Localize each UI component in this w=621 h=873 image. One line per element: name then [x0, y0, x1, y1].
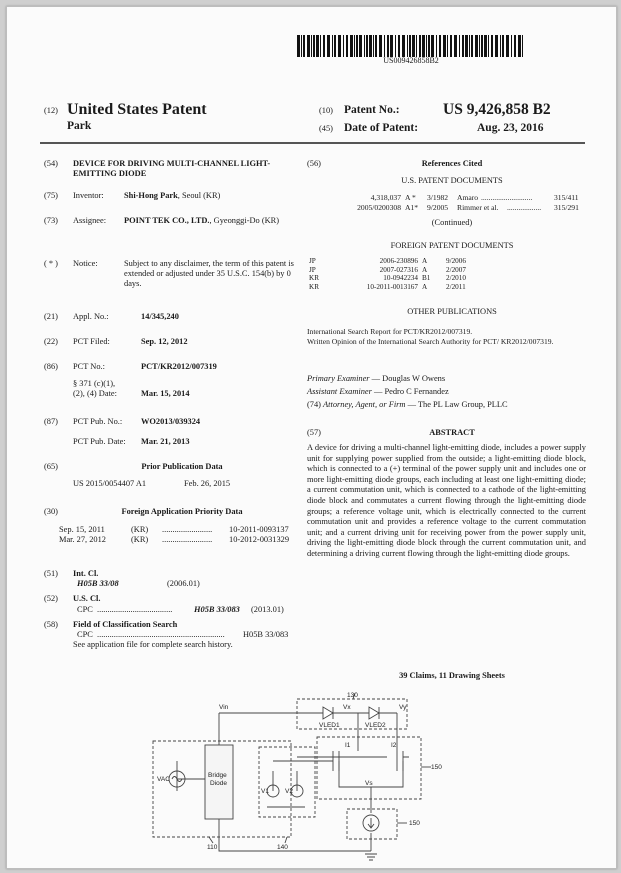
ref-star: * — [414, 203, 419, 212]
field-search-note: See application file for complete search history. — [73, 640, 233, 649]
ref-kind — [405, 203, 418, 212]
barcode-bar — [500, 35, 501, 57]
barcode-bar — [428, 35, 430, 57]
barcode-bar — [350, 35, 353, 57]
barcode-bar — [320, 35, 321, 57]
ref-150-label: 150 — [431, 764, 442, 771]
primary-examiner-name: — Douglas W Owens — [369, 374, 446, 383]
foreign-country: KR — [309, 282, 319, 291]
barcode-bar — [373, 35, 374, 57]
field-search-value: H05B 33/083 — [243, 630, 289, 639]
references-heading: References Cited — [421, 159, 483, 168]
barcode-number: US009426858B2 — [383, 56, 439, 65]
field-code-51: (51) — [44, 569, 58, 578]
barcode-bar — [506, 35, 509, 57]
us-patent-docs-heading: U.S. PATENT DOCUMENTS — [401, 176, 503, 185]
attorney-name: — The PL Law Group, PLLC — [405, 400, 508, 409]
foreign-country: JP — [309, 265, 316, 274]
us-cl-cpc: CPC — [77, 605, 93, 614]
assignee-value — [124, 216, 296, 226]
assistant-examiner — [307, 387, 449, 397]
barcode-bar — [412, 35, 415, 57]
barcode-bar — [459, 35, 460, 57]
field-code-22: (22) — [44, 337, 58, 346]
barcode-bar — [323, 35, 325, 57]
assignee-name: POINT TEK CO., LTD. — [124, 216, 210, 225]
ground-icon — [365, 854, 377, 860]
barcode-bar — [402, 35, 405, 57]
appl-no-value: 14/345,240 — [141, 312, 179, 321]
dot-leader: ........................... — [481, 193, 533, 202]
appl-no-label: Appl. No.: — [73, 312, 109, 321]
barcode-bar — [384, 35, 385, 57]
vin-label: Vin — [219, 704, 229, 711]
foreign-kind: B1 — [422, 274, 431, 283]
foreign-date: 2/2007 — [446, 265, 466, 274]
barcode-bar — [522, 35, 523, 57]
patent-no-label: Patent No.: — [344, 104, 400, 116]
barcode-bar — [390, 35, 393, 57]
barcode-bar — [387, 35, 389, 57]
barcode-bar — [447, 35, 448, 57]
dot-leader: ............................................................. — [97, 630, 225, 639]
led2-icon — [369, 707, 379, 719]
foreign-date: 2/2010 — [446, 274, 466, 283]
vx-label: Vx — [343, 704, 351, 711]
ref-date: 9/2005 — [427, 203, 449, 212]
barcode-bar — [462, 35, 464, 57]
inventor-surname: Park — [67, 120, 92, 132]
pct-no-value: PCT/KR2012/007319 — [141, 362, 217, 371]
barcode-bar — [379, 35, 382, 57]
claims-summary: 39 Claims, 11 Drawing Sheets — [399, 671, 505, 680]
ref-kind — [405, 193, 416, 202]
foreign-kind: A — [422, 257, 428, 265]
barcode-bar — [436, 35, 437, 57]
barcode-bar — [369, 35, 372, 57]
barcode-bar — [398, 35, 400, 57]
prior-pub-number: US 2015/0054407 A1 — [73, 479, 147, 488]
ref-150b-label: 150 — [409, 820, 420, 827]
current-driving-box — [347, 809, 397, 839]
pct-pub-no-label: PCT Pub. No.: — [73, 417, 123, 426]
foreign-number: 2007-027316 — [379, 265, 418, 274]
barcode-bar — [475, 35, 478, 57]
kind-code: (12) — [44, 106, 58, 115]
circuit-figure — [147, 691, 467, 863]
pct-filed-label: PCT Filed: — [73, 337, 110, 346]
barcode-bar — [479, 35, 480, 57]
assignee-place: , Gyeonggi-Do (KR) — [209, 216, 280, 225]
ref-kind-code: A1 — [405, 203, 415, 212]
us-cl-value: H05B 33/083 — [194, 605, 240, 614]
barcode-bar — [327, 35, 330, 57]
notice-text: Subject to any disclaimer, the term of this patent is extended or adjusted under 35 U.S.C. 154(b) by 0 days. — [124, 259, 294, 289]
barcode-bar — [366, 35, 368, 57]
barcode-bar — [297, 35, 300, 57]
field-code-57: (57) — [307, 428, 321, 437]
priority-country: (KR) — [131, 535, 149, 544]
field-code-73: (73) — [44, 216, 58, 225]
patent-number: US 9,426,858 B2 — [443, 101, 551, 118]
v2-label: V2 — [285, 788, 293, 795]
barcode-bar — [469, 35, 470, 57]
notice-label: Notice: — [73, 259, 98, 268]
dot-leader: .................. — [507, 203, 542, 212]
foreign-country: KR — [309, 274, 319, 283]
foreign-number: 10-2011-0013167 — [366, 282, 418, 291]
vac-label: VAC — [157, 776, 170, 783]
notice-code: ( * ) — [44, 259, 58, 268]
ref-130-label: 130 — [347, 692, 358, 699]
continued-note: (Continued) — [431, 218, 473, 227]
inventor-value — [124, 191, 220, 201]
pct-no-label: PCT No.: — [73, 362, 105, 371]
foreign-number: 10-0942234 — [383, 274, 418, 283]
barcode-bar — [465, 35, 468, 57]
leader-110 — [209, 837, 213, 843]
priority-country: (KR) — [131, 525, 149, 534]
return-wire — [219, 819, 371, 851]
led1-icon — [323, 707, 333, 719]
ref-number: 4,318,037 — [370, 193, 401, 202]
ref-110-label: 110 — [207, 844, 218, 851]
field-code-58: (58) — [44, 620, 58, 629]
barcode-bar — [495, 35, 498, 57]
abstract-text: A device for driving a multi-channel light-emitting diode, includes a power supply unit for supplying power supplied from the outside; a light-emitting diode block, which is connected to a (+) terminal of the power supply unit and includes one or more light-emitting diode groups, each including at least one light-emitting diode; a current commutation unit, which is connected to a cathode of the light-emitting diode block and commutates a current flowing through the light-emitting diode groups; a reference voltage unit, which is electrically connected to the current commutation unit and provides a reference voltage to the current commutation unit; and a current driving unit for receiving power from the power supply unit, driving the light-emitting diode block through the current commutation unit, and determining a driving current flowing through the light-emitting diode groups. — [307, 443, 586, 558]
priority-date: Mar. 27, 2012 — [59, 535, 106, 544]
barcode-bar — [343, 35, 344, 57]
vy-label: Vy — [399, 704, 407, 711]
foreign-date: 2/2011 — [446, 282, 466, 291]
foreign-date: 9/2006 — [446, 257, 466, 265]
vs-label: Vs — [365, 780, 373, 787]
barcode-bar — [491, 35, 493, 57]
pct-pub-no-value: WO2013/039324 — [141, 417, 201, 426]
vled1-label: VLED1 — [319, 722, 340, 729]
patent-front-page — [6, 6, 617, 869]
foreign-priority-heading: Foreign Application Priority Data — [121, 507, 243, 516]
field-code-30: (30) — [44, 507, 58, 516]
date-label: Date of Patent: — [344, 122, 419, 134]
invention-title: DEVICE FOR DRIVING MULTI-CHANNEL LIGHT-EMITTING DIODE — [73, 159, 271, 179]
field-code-65: (65) — [44, 462, 58, 471]
priority-number: 10-2012-0031329 — [229, 535, 290, 544]
field-code-21: (21) — [44, 312, 58, 321]
barcode-bar — [395, 35, 396, 57]
field-code-56: (56) — [307, 159, 321, 168]
barcode-bar — [484, 35, 487, 57]
barcode-bar — [307, 35, 310, 57]
ref-number: 2005/0200308 — [357, 203, 401, 212]
barcode-bar — [481, 35, 483, 57]
other-pub-1: International Search Report for PCT/KR2012/007319. — [307, 327, 473, 336]
ref-140-label: 140 — [277, 844, 288, 851]
us-cl-year: (2013.01) — [251, 605, 284, 614]
barcode-bar — [419, 35, 421, 57]
dot-leader: ........................ — [162, 535, 213, 544]
barcode-bar — [313, 35, 315, 57]
inventor-name: Shi-Hong Park — [124, 191, 178, 200]
barcode-bar — [416, 35, 417, 57]
i2-label: I2 — [391, 742, 397, 749]
barcode-bar — [364, 35, 365, 57]
primary-examiner — [307, 374, 445, 384]
bridge-label-2: Diode — [210, 780, 227, 787]
barcode-bar — [454, 35, 457, 57]
barcode-bar — [471, 35, 473, 57]
barcode-bar — [303, 35, 305, 57]
ref-date: 3/1982 — [427, 193, 449, 202]
barcode-bar — [311, 35, 312, 57]
pct-pub-date-label: PCT Pub. Date: — [73, 437, 126, 446]
s371-label-a: § 371 (c)(1), — [73, 379, 116, 388]
ref-class: 315/411 — [554, 193, 579, 202]
int-cl-value: H05B 33/08 — [77, 579, 119, 588]
barcode-bar — [346, 35, 348, 57]
attorney — [307, 400, 508, 410]
foreign-docs-list — [307, 257, 468, 291]
patent-date: Aug. 23, 2016 — [477, 122, 544, 134]
current-arrow-icon — [368, 818, 374, 828]
barcode-bar — [375, 35, 377, 57]
foreign-doc-row — [307, 266, 468, 275]
ref-star: * — [411, 193, 416, 202]
barcode-bar — [443, 35, 446, 57]
inventor-place: , Seoul (KR) — [177, 191, 221, 200]
prior-pub-date: Feb. 26, 2015 — [184, 479, 231, 488]
foreign-doc-row — [307, 274, 468, 283]
field-code-52: (52) — [44, 594, 58, 603]
dot-leader: .................................... — [97, 605, 173, 614]
us-cl-label: U.S. Cl. — [73, 594, 101, 603]
foreign-kind: A — [422, 282, 428, 291]
barcode-bar — [407, 35, 408, 57]
abstract-heading: ABSTRACT — [429, 428, 475, 437]
foreign-country: JP — [309, 257, 316, 265]
foreign-docs-heading: FOREIGN PATENT DOCUMENTS — [390, 241, 514, 250]
date-code: (45) — [319, 124, 333, 133]
patent-no-code: (10) — [319, 106, 333, 115]
barcode-bar — [426, 35, 427, 57]
s371-date: Mar. 15, 2014 — [141, 389, 190, 398]
led-block-box — [297, 699, 407, 729]
assistant-examiner-name: — Pedro C Fernandez — [371, 387, 449, 396]
inventor-label: Inventor: — [73, 191, 104, 200]
barcode-bar — [431, 35, 434, 57]
barcode-bar — [354, 35, 355, 57]
priority-number: 10-2011-0093137 — [229, 525, 289, 534]
foreign-doc-row — [307, 257, 468, 266]
foreign-doc-row — [307, 283, 468, 292]
pct-filed-value: Sep. 12, 2012 — [141, 337, 188, 346]
ref-gate-wires — [273, 757, 387, 761]
primary-examiner-label: Primary Examiner — [307, 374, 370, 383]
assistant-examiner-label: Assistant Examiner — [307, 387, 372, 396]
field-code-86: (86) — [44, 362, 58, 371]
other-pub-2: Written Opinion of the International Search Authority for PCT/ KR2012/007319. — [307, 337, 554, 346]
barcode — [297, 35, 525, 57]
field-code-75: (75) — [44, 191, 58, 200]
other-pubs-heading: OTHER PUBLICATIONS — [407, 307, 497, 316]
ref-kind-code: A — [405, 193, 411, 202]
barcode-bar — [422, 35, 425, 57]
assignee-label: Assignee: — [73, 216, 107, 225]
v1-label: V1 — [261, 788, 269, 795]
foreign-number: 2006-230896 — [379, 257, 418, 265]
vled2-label: VLED2 — [365, 722, 386, 729]
barcode-bar — [488, 35, 489, 57]
barcode-bar — [409, 35, 411, 57]
barcode-bar — [334, 35, 336, 57]
int-cl-label: Int. Cl. — [73, 569, 99, 578]
barcode-bar — [518, 35, 521, 57]
i1-label: I1 — [345, 742, 351, 749]
pct-pub-date: Mar. 21, 2013 — [141, 437, 190, 446]
barcode-bar — [301, 35, 302, 57]
barcode-bar — [502, 35, 504, 57]
patent-title: United States Patent — [67, 101, 207, 118]
dot-leader: ........................ — [162, 525, 213, 534]
barcode-bar — [332, 35, 333, 57]
bridge-label-1: Bridge — [208, 772, 227, 779]
barcode-bar — [359, 35, 362, 57]
barcode-bar — [450, 35, 452, 57]
foreign-kind: A — [422, 265, 428, 274]
barcode-bar — [316, 35, 319, 57]
int-cl-year: (2006.01) — [167, 579, 200, 588]
field-search-label: Field of Classification Search — [73, 620, 178, 629]
ref-name: Rimmer et al. — [457, 203, 499, 212]
prior-pub-heading: Prior Publication Data — [141, 462, 223, 471]
barcode-bar — [356, 35, 358, 57]
transistor-2-icon — [397, 751, 409, 771]
field-code-74: (74) — [307, 400, 321, 409]
barcode-bar — [338, 35, 341, 57]
s371-label-b: (2), (4) Date: — [73, 389, 117, 398]
priority-date: Sep. 15, 2011 — [59, 525, 105, 534]
ref-class: 315/291 — [554, 203, 579, 212]
ref-name: Amaro — [457, 193, 479, 202]
barcode-bar — [439, 35, 441, 57]
field-code-54: (54) — [44, 159, 58, 168]
barcode-bar — [511, 35, 512, 57]
header-rule — [40, 142, 585, 144]
attorney-label: Attorney, Agent, or Firm — [323, 400, 406, 409]
field-search-cpc: CPC — [77, 630, 93, 639]
reference-voltage-box — [259, 747, 315, 817]
leader-140 — [285, 837, 287, 843]
barcode-bar — [514, 35, 516, 57]
field-code-87: (87) — [44, 417, 58, 426]
